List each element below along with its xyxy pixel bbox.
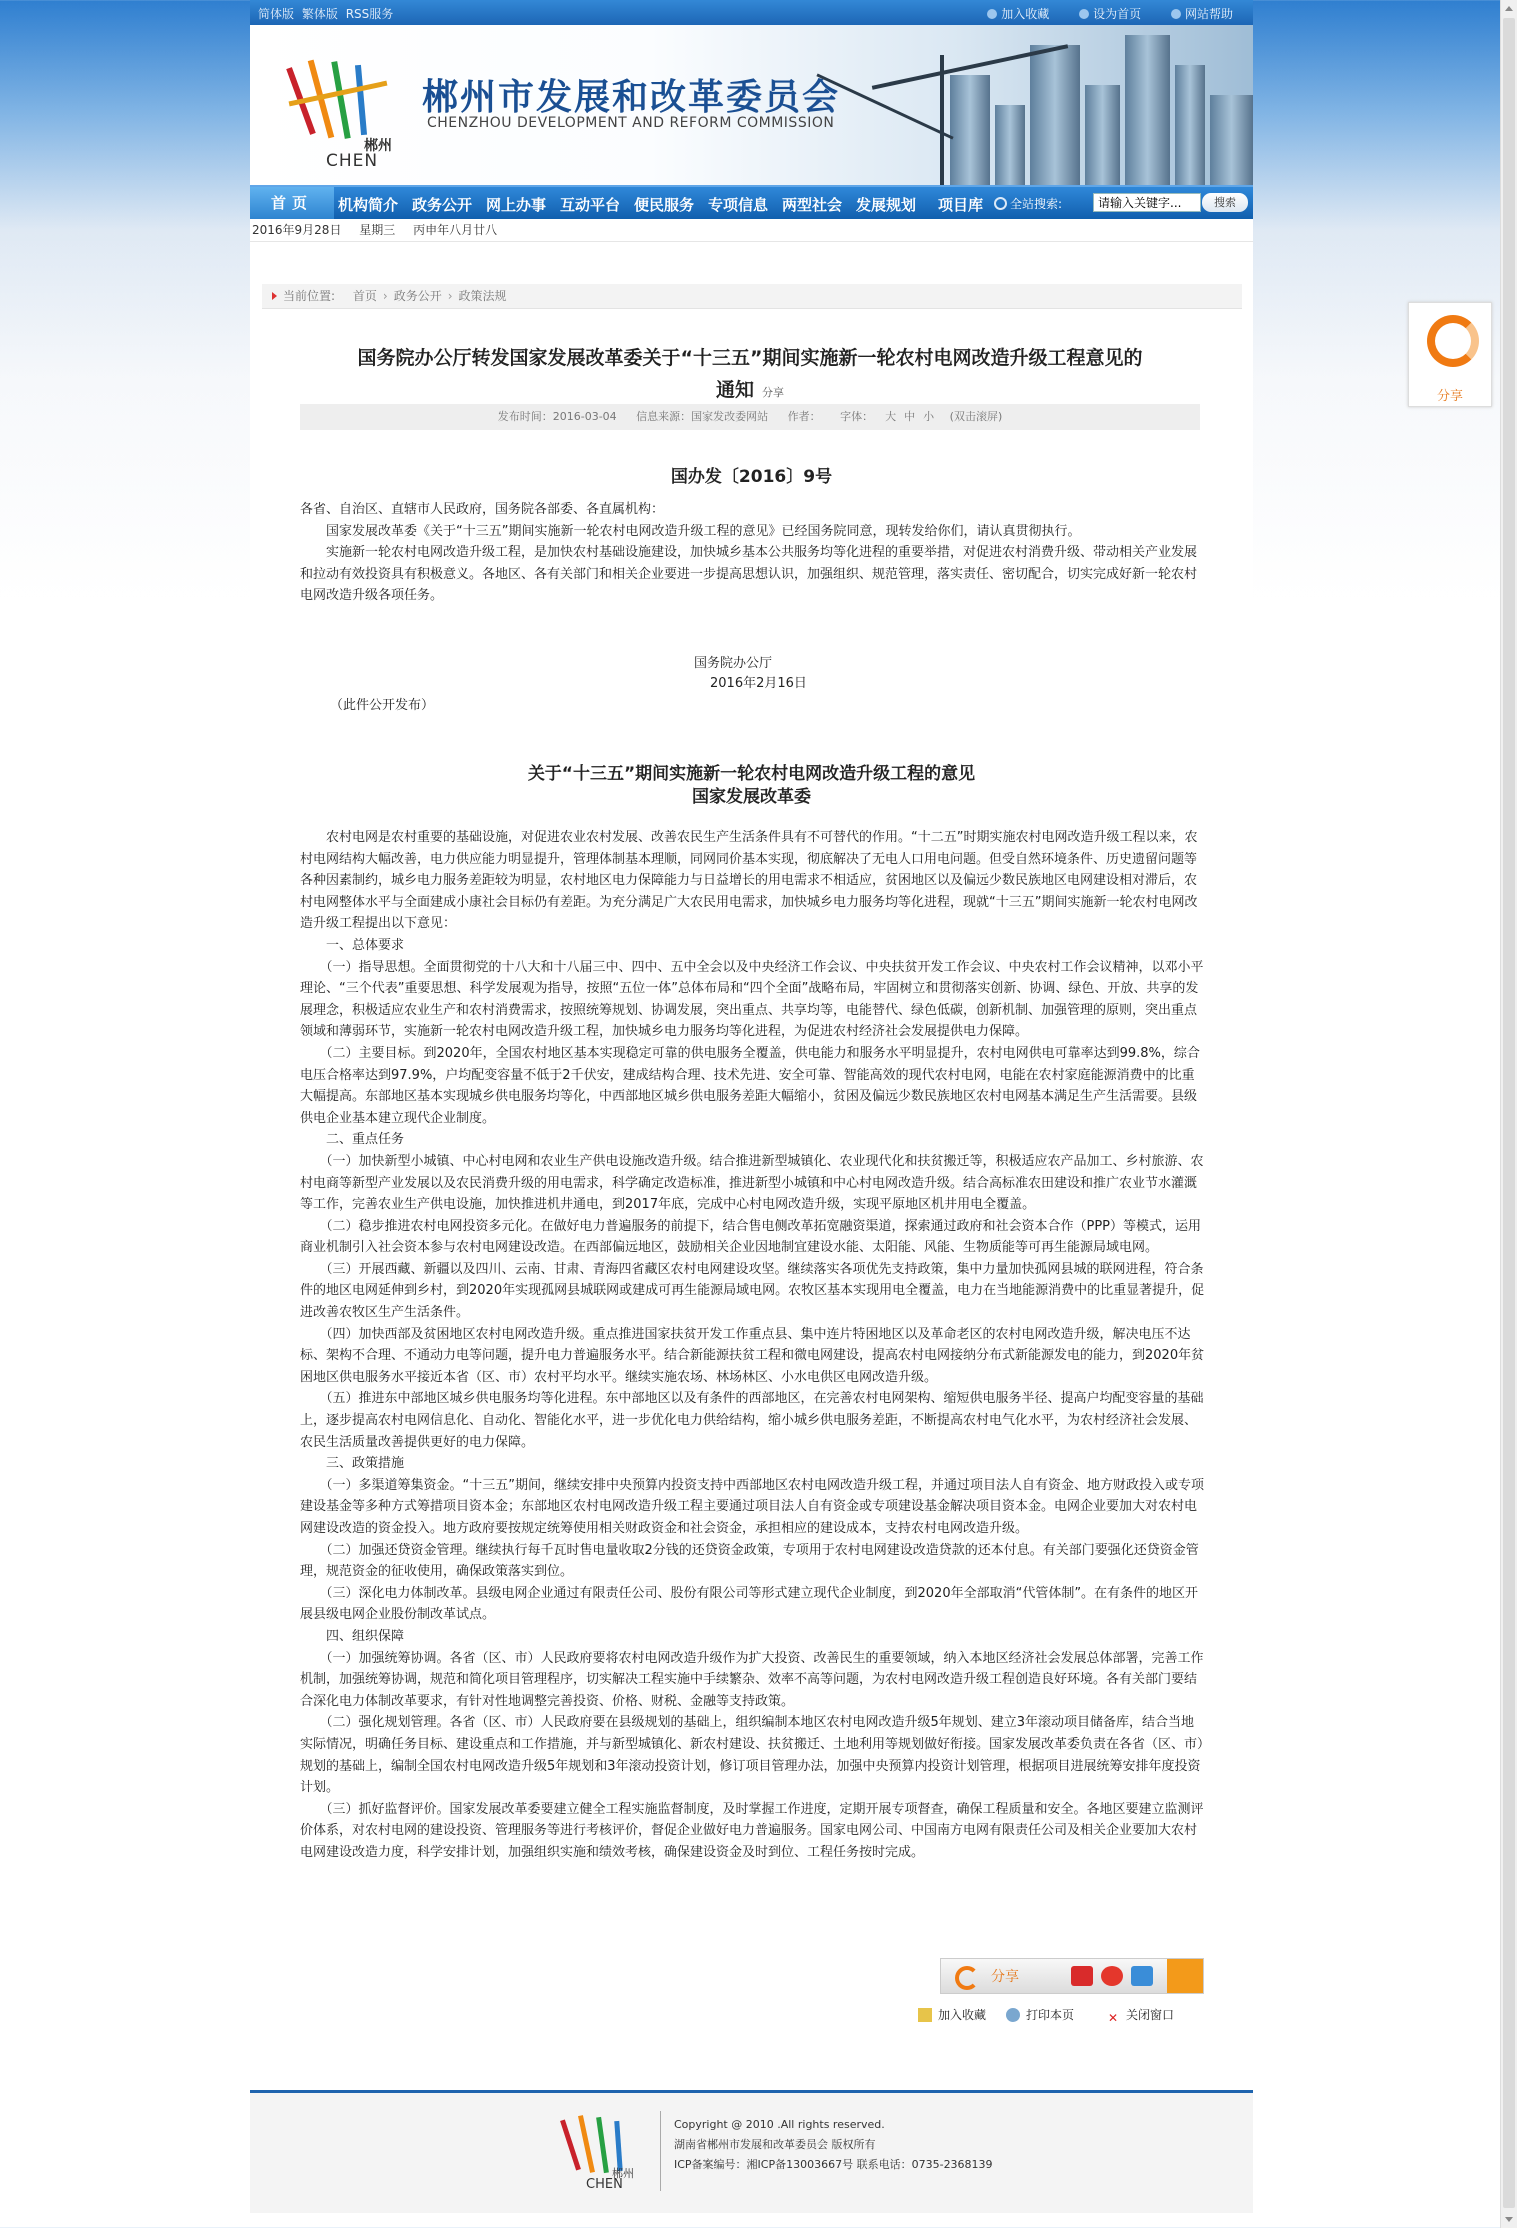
- footer-divider: [660, 2111, 661, 2191]
- document-number: 国办发〔2016〕9号: [670, 467, 833, 487]
- info-source: 信息来源：国家发改委网站: [636, 410, 769, 423]
- logo-cn-text: 郴州: [364, 138, 392, 154]
- favorite-icon: [987, 9, 997, 19]
- nav-item-gov-affairs[interactable]: 政务公开: [412, 196, 473, 214]
- share-qzone-icon[interactable]: [1131, 1966, 1153, 1986]
- top-bar: [250, 0, 1253, 25]
- nav-item-org[interactable]: 机构简介: [338, 196, 399, 214]
- close-icon: ✕: [1107, 2011, 1119, 2025]
- page-wrapper: [250, 0, 1253, 2107]
- scroll-up-icon[interactable]: [1505, 6, 1513, 11]
- main-content: [250, 242, 1253, 2107]
- org-text: 湖南省郴州市发展和改革委员会 版权所有: [674, 2138, 876, 2151]
- breadcrumb-policy[interactable]: 政策法规: [458, 289, 507, 303]
- opinion-author: 国家发展改革委: [692, 787, 811, 807]
- font-size-label: 字体：: [840, 410, 874, 423]
- share-renren-icon[interactable]: [1071, 1966, 1093, 1986]
- site-logo[interactable]: [288, 51, 398, 171]
- publish-time: 发布时间：2016-03-04: [497, 410, 617, 423]
- home-icon: [1079, 9, 1089, 19]
- article-meta: [300, 404, 1200, 430]
- main-nav: [250, 185, 1253, 219]
- scroll-thumb[interactable]: [1503, 18, 1515, 2208]
- help-icon: [1171, 9, 1181, 19]
- logo-en-text: CHEN: [326, 151, 379, 171]
- nav-item-two-type-society[interactable]: 两型社会: [782, 196, 843, 214]
- scroll-hint[interactable]: (双击滚屏): [949, 410, 1003, 423]
- breadcrumb-home[interactable]: 首页: [352, 289, 377, 303]
- page-scrollbar[interactable]: [1500, 0, 1517, 2228]
- site-title: 郴州市发展和改革委员会: [422, 77, 841, 118]
- date-bar: [250, 219, 1253, 242]
- copyright-text: Copyright @ 2010 .All rights reserved.: [674, 2118, 885, 2131]
- floating-share-label: 分享: [1436, 389, 1463, 404]
- close-window-action[interactable]: ✕ 关闭窗口: [1107, 2008, 1175, 2025]
- lang-simplified-link[interactable]: 简体版: [258, 7, 295, 21]
- set-homepage-link[interactable]: 设为首页: [1079, 7, 1141, 21]
- signing-org: 国务院办公厅: [694, 656, 773, 671]
- footer-logo-cn: 郴州: [612, 2167, 634, 2180]
- current-date: 2016年9月28日: [252, 223, 342, 237]
- nav-item-special-info[interactable]: 专项信息: [708, 196, 769, 214]
- search-button[interactable]: 搜索: [1202, 193, 1248, 212]
- lang-traditional-link[interactable]: 繁体版: [301, 7, 338, 21]
- share-more-icon[interactable]: [1167, 1959, 1203, 1993]
- lunar-date: 丙申年八月廿八: [413, 223, 498, 237]
- add-favorite-link[interactable]: 加入收藏: [987, 7, 1049, 21]
- breadcrumb-label: 当前位置:: [283, 289, 336, 303]
- current-weekday: 星期三: [359, 223, 396, 237]
- footer-logo-en: CHEN: [586, 2177, 623, 2192]
- article-body: 农村电网是农村重要的基础设施，对促进农业农村发展、改善农民生产生活条件具有不可替代的作用。“十二五”时期实施农村电网改造升级工程以来，农村电网结构大幅改善，电力供应能力明显提升，管理体制基本理顺，同网同价基本实现，彻底解决了无电人口用电问题。但受自然环境条件、历史遗留问题等各种因素制约，城乡电力服务差距较为明显，农村地区电力保障能力与日益增长的用电需求不相适应，贫困地区以及偏远少数民族地区电网建设相对滞后，农村电网整体水平与全面建成小康社会目标仍有差距。为充分满足广大农民用电需求，加快城乡电力服务均等化进程，现就“十三五”期间实施新一轮农村电网改造升级工程提出以下意见： 一、总体要求 （一）指导思想。全面贯彻党的十八大和十八届三中、四中、五中全会以及中央经济工作会议、中央扶贫开发工作会议、中央农村工作会议精神，以邓小平理论、“三个代表”重要思想、科学发展观为指导，按照“五位一体”总体布局和“四个全面”战略布局，牢固树立和贯彻落实创新、协调、绿色、开放、共享的发展理念，积极适应农业生产和农村消费需求，按照统筹规划、协调发展，突出重点、共享均等，电能替代、绿色低碳，创新机制、加强管理的原则，突出重点领域和薄弱环节，实施新一轮农村电网改造升级工程，加快城乡电力服务均等化进程，为促进农村经济社会发展提供电力保障。 （二）主要目标。到2020年，全国农村地区基本实现稳定可靠的供电服务全覆盖，供电能力和服务水平明显提升，农村电网供电可靠率达到99.8%，综合电压合格率达到97.9%，户均配变容量不低于2千伏安，建成结构合理、技术先进、安全可靠、智能高效的现代农村电网，电能在农村家庭能源消费中的比重大幅提高。东部地区基本实现城乡供电服务均等化，中西部地区城乡供电服务差距大幅缩小，贫困及偏远少数民族地区农村电网基本满足生产生活需要。县级供电企业基本建立现代企业制度。 二、重点任务 （一）加快新型小城镇、中心村电网和农业生产供电设施改造升级。结合推进新型城镇化、农业现代化和扶贫搬迁等，积极适应农产品加工、乡村旅游、农村电商等新型产业发展以及农民消费升级的用电需求，科学确定改造标准，推进新型小城镇和中心村电网改造升级。结合高标准农田建设和推广农业节水灌溉等工作，完善农业生产供电设施，加快推进机井通电，到2017年底，完成中心村电网改造升级，实现平原地区机井用电全覆盖。 （二）稳步推进农村电网投资多元化。在做好电力普遍服务的前提下，结合售电侧改革拓宽融资渠道，探索通过政府和社会资本合作（PPP）等模式，运用商业机制引入社会资本参与农村电网建设改造。在西部偏远地区，鼓励相关企业因地制宜建设水能、太阳能、风能、生物质能等可再生能源局域电网。 （三）开展西藏、新疆以及四川、云南、甘肃、青海四省藏区农村电网建设攻坚。继续落实各项优先支持政策，集中力量加快孤网县城的联网进程，符合条件的地区电网延伸到乡村，到2020年实现孤网县城联网或建成可再生能源局域电网。农牧区基本实现用电全覆盖，电力在当地能源消费中的比重显著提升，促进改善农牧区生产生活条件。 （四）加快西部及贫困地区农村电网改造升级。重点推进国家扶贫开发工作重点县、集中连片特困地区以及革命老区的农村电网改造升级，解决电压不达标、架构不合理、不通动力电等问题，提升电力普遍服务水平。结合新能源扶贫工程和微电网建设，提高农村电网接纳分布式新能源发电的能力，到2020年贫困地区供电服务水平接近本省（区、市）农村平均水平。继续实施农场、林场林区、小水电供区电网改造升级。 （五）推进东中部地区城乡供电服务均等化进程。东中部地区以及有条件的西部地区，在完善农村电网架构、缩短供电服务半径、提高户均配变容量的基础上，逐步提高农村电网信息化、自动化、智能化水平，进一步优化电力供给结构，缩小城乡供电服务差距，不断提高农村电气化水平，为农村经济社会发展、农民生活质量改善提供更好的电力保障。 三、政策措施 （一）多渠道筹集资金。“十三五”期间，继续安排中央预算内投资支持中西部地区农村电网改造升级工程，并通过项目法人自有资金、地方财政投入或专项建设基金等多种方式筹措项目资本金；东部地区农村电网改造升级工程主要通过项目法人自有资金或专项建设基金解决项目资本金。电网企业要加大对农村电网建设改造的资金投入。地方政府要按规定统筹使用相关财政资金和社会资金，承担相应的建设成本，支持农村电网改造升级。 （二）加强还贷资金管理。继续执行每千瓦时售电量收取2分钱的还贷资金政策，专项用于农村电网建设改造贷款的还本付息。有关部门要强化还贷资金管理，规范资金的征收使用，确保政策落实到位。 （三）深化电力体制改革。县级电网企业通过有限责任公司、股份有限公司等形式建立现代企业制度，到2020年全部取消“代管体制”。在有条件的地区开展县级电网企业股份制改革试点。 四、组织保障 （一）加强统筹协调。各省（区、市）人民政府要将农村电网改造升级作为扩大投资、改善民生的重要领域，纳入本地区经济社会发展总体部署，完善工作机制，加强统筹协调，规范和简化项目管理程序，切实解决工程实施中手续繁杂、效率不高等问题，为农村电网改造升级工程创造良好环境。各有关部门要结合深化电力体制改革要求，有针对性地调整完善投资、价格、财税、金融等支持政策。 （二）强化规划管理。各省（区、市）人民政府要在县级规划的基础上，组织编制本地区农村电网改造升级5年规划、建立3年滚动项目储备库，结合当地实际情况，明确任务目标、建设重点和工作措施，并与新型城镇化、新农村建设、扶贫搬迁、土地利用等规划做好衔接。国家发展改革委负责在各省（区、市）规划的基础上，编制全国农村电网改造升级5年规划和3年滚动投资计划，修订项目管理办法，加强中央预算内投资计划管理，根据项目进展统筹安排年度投资计划。 （三）抓好监督评价。国家发展改革委要建立健全工程实施监督制度，及时掌握工作进度，定期开展专项督查，确保工程质量和安全。各地区要建立监测评价体系，对农村电网的建设投资、管理服务等进行考核评价，督促企业做好电力普遍服务。国家电网公司、中国南方电网有限责任公司及相关企业要加大农村电网建设改造力度，科学安排计划，加强组织实施和绩效考核，确保建设资金及时到位、工程任务按时完成。: [300, 830, 1205, 1860]
- search-icon: [994, 197, 1007, 210]
- article-intro: 各省、自治区、直辖市人民政府，国务院各部委、各直属机构： 国家发展改革委《关于“十三五”期间实施新一轮农村电网改造升级工程的意见》已经国务院同意，现转发给你们，请认真贯彻执行。 实施新一轮农村电网改造升级工程，是加快农村基础设施建设，加快城乡基本公共服务均等化进程的重要举措，对促进农村消费升级、带动相关产业发展和拉动有效投资具有积极意义。各地区、各有关部门和相关企业要进一步提高思想认识，加强组织、规范管理，落实责任、密切配合，切实完成好新一轮农村电网改造升级各项任务。: [300, 502, 1198, 604]
- bookmark-icon: [918, 2008, 932, 2022]
- scroll-down-icon[interactable]: [1505, 2217, 1513, 2222]
- font-medium-button[interactable]: 中: [904, 410, 916, 423]
- nav-item-online-service[interactable]: 网上办事: [486, 196, 547, 214]
- publish-note: （此件公开发布）: [330, 698, 435, 713]
- icp-text: ICP备案编号：湘ICP备13003667号 联系电话：0735-2368139: [674, 2158, 993, 2171]
- share-label[interactable]: 分享: [991, 1969, 1019, 1985]
- nav-item-interaction[interactable]: 互动平台: [560, 196, 621, 214]
- search-label: 全站搜索:: [1010, 197, 1063, 211]
- print-icon: [1006, 2008, 1020, 2022]
- breadcrumb: 当前位置: 首页 › 政务公开 › 政策法规: [262, 284, 1242, 309]
- search-input[interactable]: [1093, 193, 1201, 212]
- signing-date: 2016年2月16日: [710, 676, 807, 691]
- print-page-action[interactable]: 打印本页: [1006, 2006, 1074, 2023]
- author: 作者：: [787, 410, 821, 423]
- nav-item-projects[interactable]: 项目库: [938, 196, 984, 214]
- site-help-link[interactable]: 网站帮助: [1171, 7, 1233, 21]
- font-large-button[interactable]: 大: [885, 410, 897, 423]
- breadcrumb-gov-affairs[interactable]: 政务公开: [393, 289, 442, 303]
- share-logo-icon: [1427, 315, 1479, 367]
- nav-item-public-service[interactable]: 便民服务: [634, 196, 695, 214]
- footer-logo: [560, 2113, 640, 2193]
- nav-item-planning[interactable]: 发展规划: [856, 196, 917, 214]
- share-logo-icon: [955, 1966, 979, 1990]
- nav-home[interactable]: 首页: [250, 187, 334, 219]
- site-title-en: CHENZHOU DEVELOPMENT AND REFORM COMMISSION: [427, 115, 835, 131]
- rss-link[interactable]: RSS服务: [345, 7, 394, 21]
- title-share-button[interactable]: 分享: [762, 386, 784, 399]
- footer-text: [674, 2115, 993, 2175]
- font-small-button[interactable]: 小: [923, 410, 935, 423]
- share-weibo-icon[interactable]: [1101, 1966, 1123, 1986]
- breadcrumb-arrow-icon: [272, 292, 277, 300]
- floating-share-widget[interactable]: [1408, 302, 1492, 407]
- site-banner: [250, 25, 1253, 185]
- opinion-title: 关于“十三五”期间实施新一轮农村电网改造升级工程的意见: [527, 764, 976, 784]
- add-favorite-action[interactable]: 加入收藏: [918, 2006, 986, 2023]
- share-toolbar: [940, 1958, 1204, 1994]
- site-footer: [250, 2090, 1253, 2213]
- article-title: 国务院办公厅转发国家发展改革委关于“十三五”期间实施新一轮农村电网改造升级工程意见的 通知 分享: [357, 347, 1143, 401]
